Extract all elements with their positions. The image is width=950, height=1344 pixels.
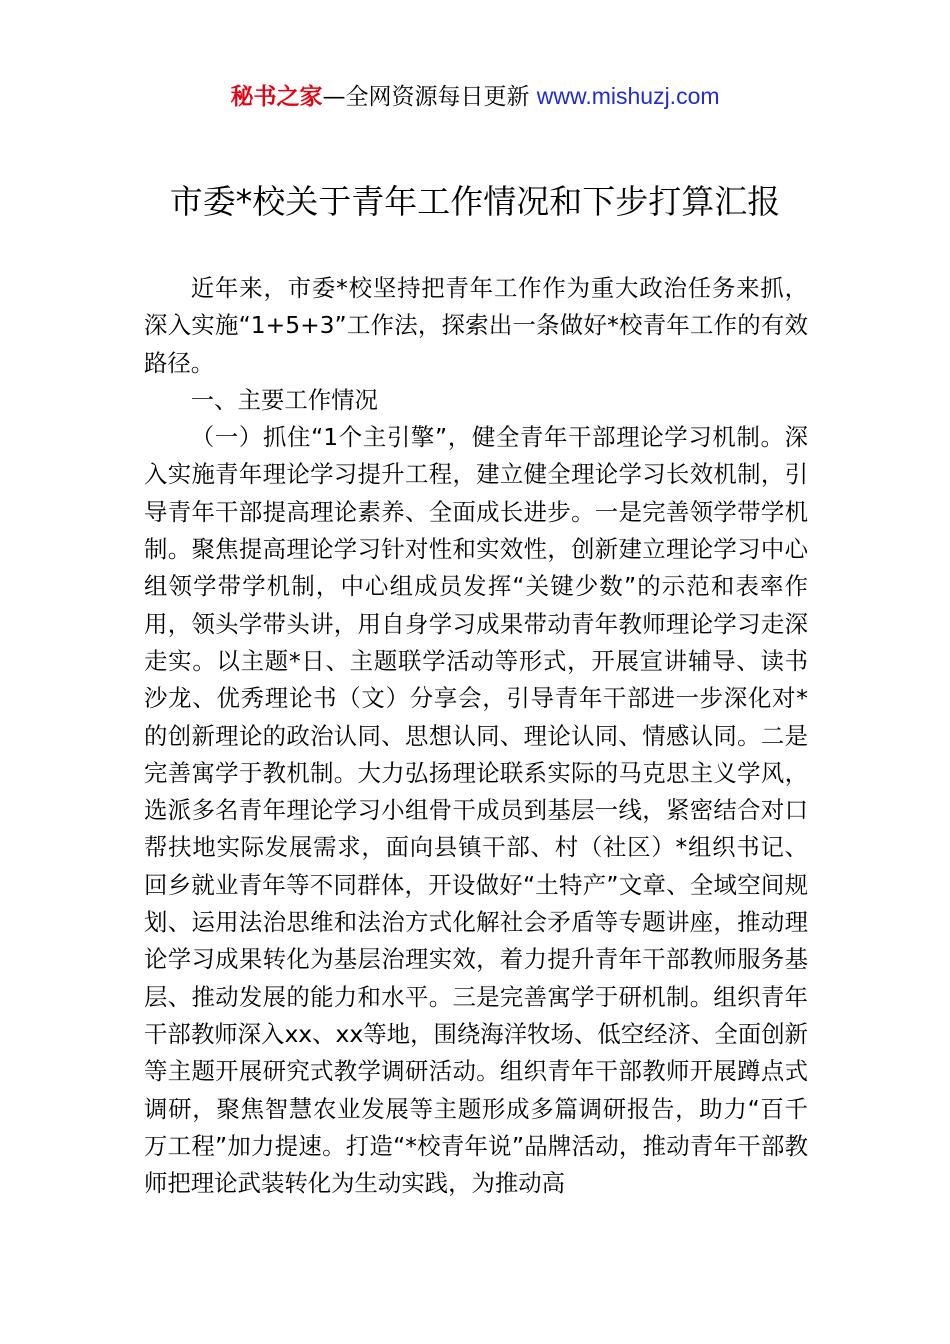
document-body	[144, 270, 808, 1202]
section-heading: 一、主要工作情况	[190, 385, 378, 414]
site-url-link[interactable]: www.mishuzj.com	[536, 83, 720, 109]
intro-paragraph: 近年来，市委*校坚持把青年工作作为重大政治任务来抓，深入实施“1+5+3”工作法，探索出一条做好*校青年工作的有效路径。	[144, 274, 808, 377]
document-title: 市委*校关于青年工作情况和下步打算汇报	[169, 182, 781, 221]
body-paragraph: （一）抓住“1个主引擎”，健全青年干部理论学习机制。深入实施青年理论学习提升工程，建立健全理论学习长效机制，引导青年干部提高理论素养、全面成长进步。一是完善领学带学机制。聚焦提高理论学习针对性和实效性，创新建立理论学习中心组领学带学机制，中心组成员发挥“关键少数”的示范和表率作用，领头学带头讲，用自身学习成果带动青年教师理论学习走深走实。以主题*日、主题联学活动等形式，开展宣讲辅导、读书沙龙、优秀理论书（文）分享会，引导青年干部进一步深化对*的创新理论的政治认同、思想认同、理论认同、情感认同。二是完善寓学于教机制。大力弘扬理论联系实际的马克思主义学风，选派多名青年理论学习小组骨干成员到基层一线，紧密结合对口帮扶地实际发展需求，面向县镇干部、村（社区）*组织书记、回乡就业青年等不同群体，开设做好“土特产”文章、全域空间规划、运用法治思维和法治方式化解社会矛盾等专题讲座，推动理论学习成果转化为基层治理实效，着力提升青年干部教师服务基层、推动发展的能力和水平。三是完善寓学于研机制。组织青年干部教师深入xx、xx等地，围绕海洋牧场、低空经济、全面创新等主题开展研究式教学调研活动。组织青年干部教师开展蹲点式调研，聚焦智慧农业发展等主题形成多篇调研报告，助力“百千万工程”加力提速。打造“*校青年说”品牌活动，推动青年干部教师把理论武装转化为生动实践，为推动高	[144, 423, 808, 1198]
site-brand: 秘书之家	[230, 84, 323, 110]
site-tagline: —全网资源每日更新	[322, 84, 537, 110]
site-header	[0, 80, 950, 113]
